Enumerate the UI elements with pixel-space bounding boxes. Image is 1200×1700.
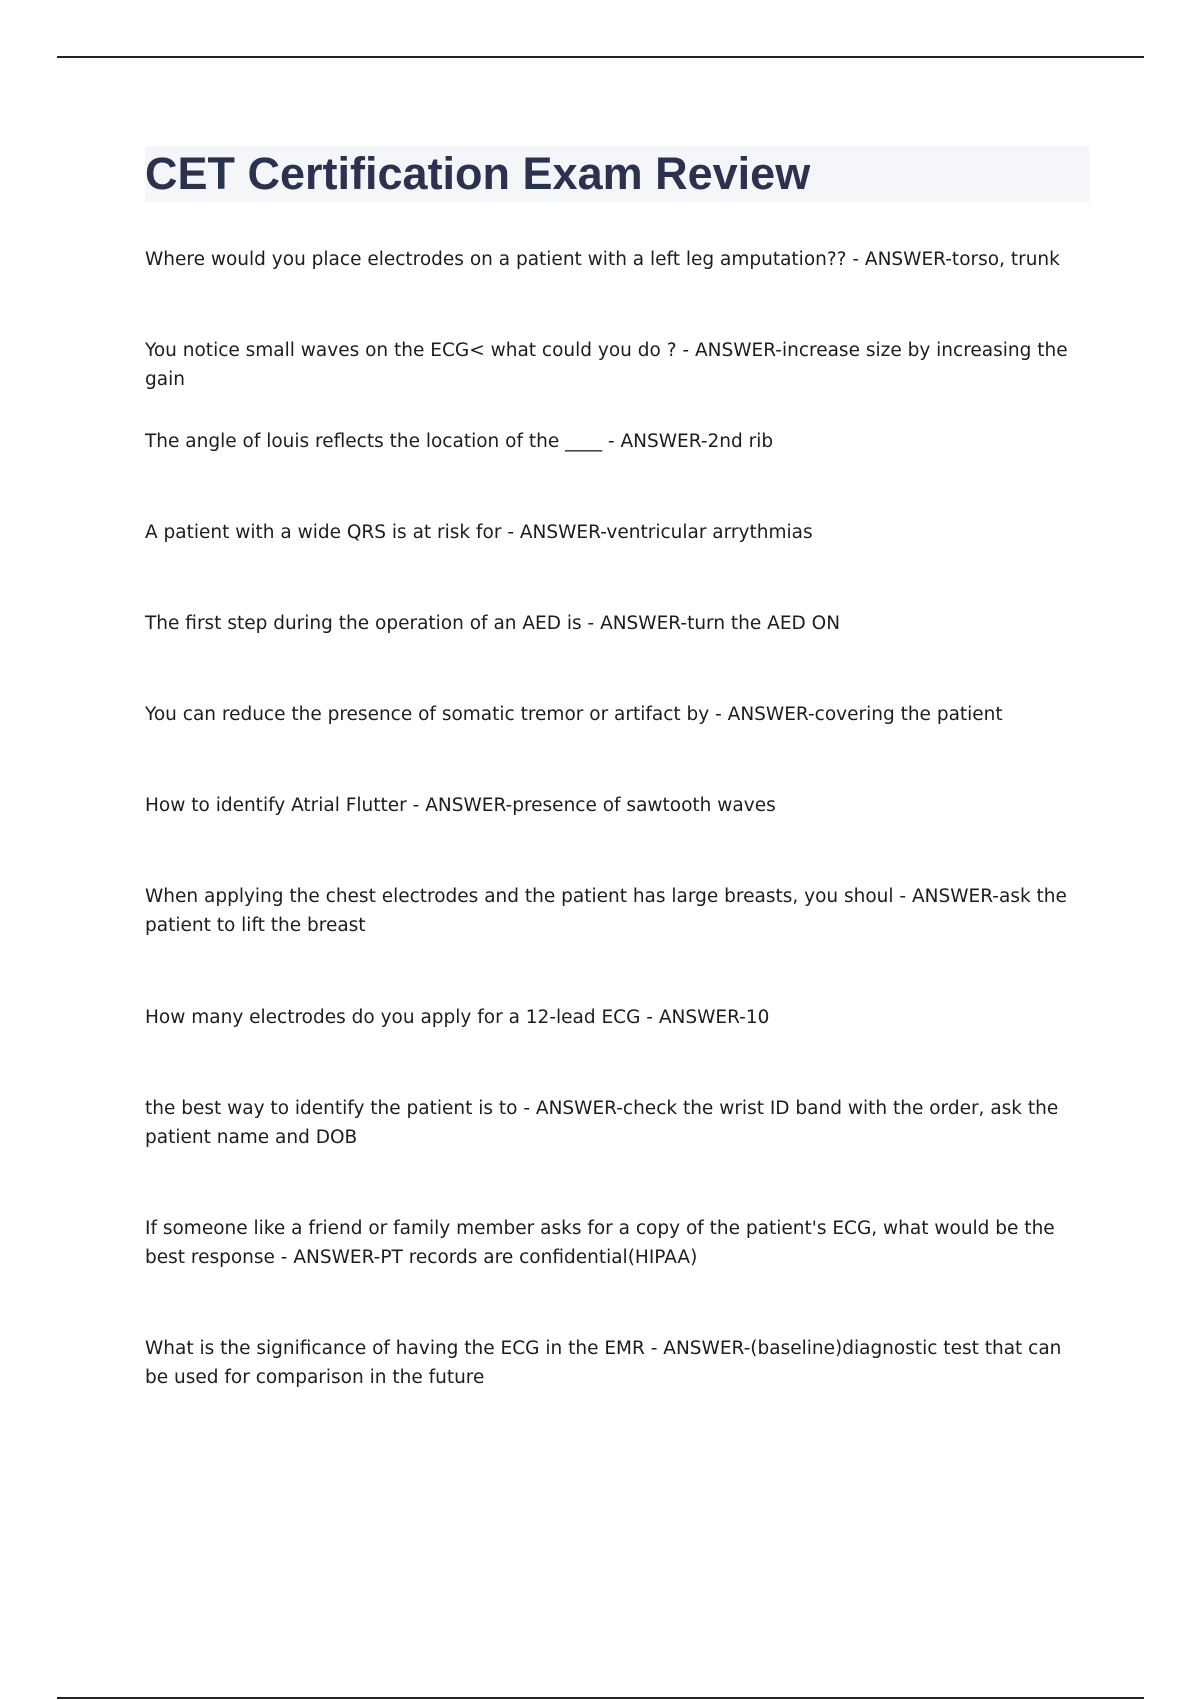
qa-item-3: The angle of louis reflects the location of the ____ - ANSWER-2nd rib <box>145 431 774 452</box>
qa-item-12: What is the significance of having the ECG in the EMR - ANSWER-(baseline)diagnostic test that can be used for comparison in the future <box>145 1338 1062 1388</box>
document-title: CET Certification Exam Review <box>145 148 811 199</box>
top-rule <box>57 56 1144 58</box>
qa-item-8: When applying the chest electrodes and the patient has large breasts, you shoul - ANSWER-ask the patient to lift the breast <box>145 886 1067 936</box>
qa-item-9: How many electrodes do you apply for a 12-lead ECG - ANSWER-10 <box>145 1007 770 1028</box>
qa-item-2: You notice small waves on the ECG< what could you do ? - ANSWER-increase size by increasing the gain <box>145 340 1068 390</box>
bottom-rule <box>57 1697 1144 1699</box>
qa-item-10: the best way to identify the patient is to - ANSWER-check the wrist ID band with the order, ask the patient name and DOB <box>145 1098 1059 1148</box>
qa-item-7: How to identify Atrial Flutter - ANSWER-presence of sawtooth waves <box>145 795 776 816</box>
qa-item-6: You can reduce the presence of somatic tremor or artifact by - ANSWER-covering the patient <box>145 704 1003 725</box>
qa-item-5: The first step during the operation of an AED is - ANSWER-turn the AED ON <box>145 613 841 634</box>
qa-item-1: Where would you place electrodes on a patient with a left leg amputation?? - ANSWER-torso, trunk <box>145 249 1060 270</box>
qa-item-4: A patient with a wide QRS is at risk for - ANSWER-ventricular arrythmias <box>145 522 813 543</box>
qa-item-11: If someone like a friend or family member asks for a copy of the patient's ECG, what would be the best response - ANSWER-PT records are confidential(HIPAA) <box>145 1218 1055 1268</box>
